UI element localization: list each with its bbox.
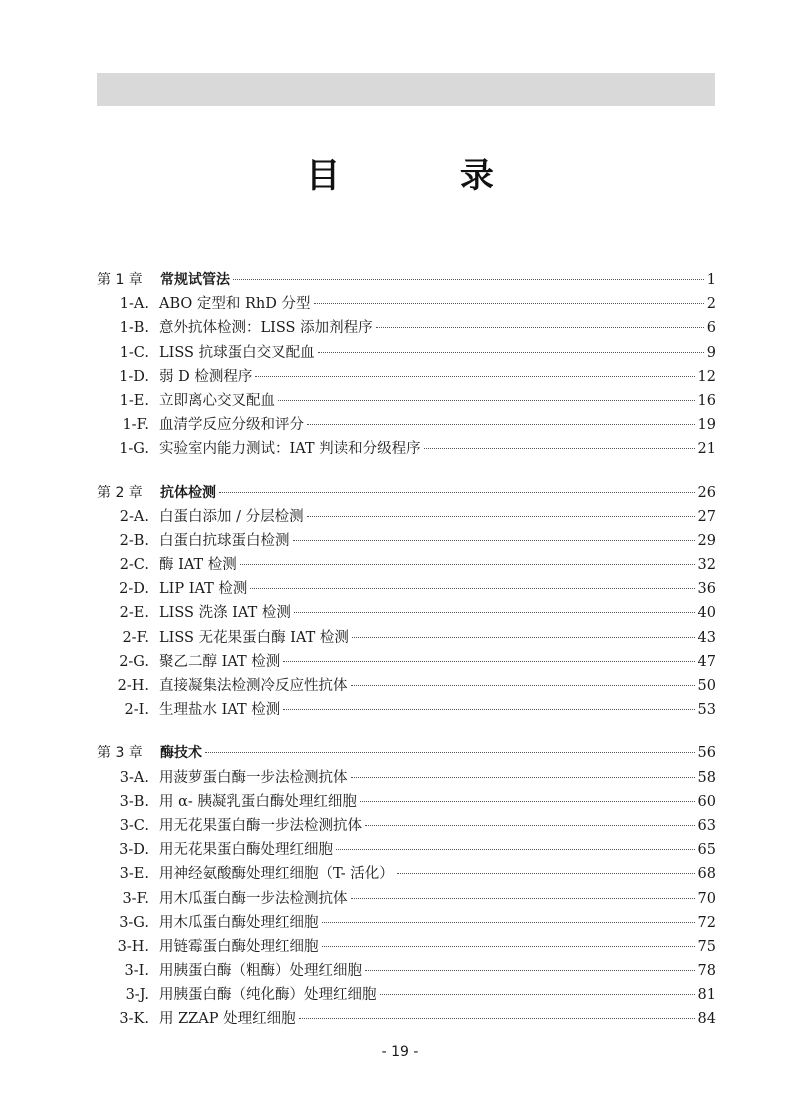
entry-number: 2-E. <box>119 605 149 622</box>
entry-number: 2-D. <box>119 581 149 598</box>
dot-leader <box>219 492 695 493</box>
entry-title: 酶 IAT 检测 <box>159 557 237 574</box>
toc-entry[interactable] <box>97 790 716 814</box>
dot-leader <box>314 303 704 304</box>
entry-title: LISS 洗涤 IAT 检测 <box>159 605 291 622</box>
dot-leader <box>336 849 695 850</box>
entry-title: 用菠萝蛋白酶一步法检测抗体 <box>159 769 348 786</box>
entry-title: 用胰蛋白酶（纯化酶）处理红细胞 <box>159 987 377 1004</box>
chapter-title: 常规试管法 <box>160 272 230 288</box>
toc-entry[interactable] <box>97 814 716 838</box>
toc-entry[interactable] <box>97 887 716 911</box>
dot-leader <box>365 970 695 971</box>
entry-number: 3-K. <box>119 1011 149 1028</box>
entry-title: 生理盐水 IAT 检测 <box>159 702 281 719</box>
page-number: 16 <box>697 392 716 409</box>
entry-number: 2-G. <box>119 653 149 670</box>
entry-title: 用木瓜蛋白酶一步法检测抗体 <box>159 890 348 907</box>
toc-entry[interactable] <box>97 698 716 722</box>
toc-entry[interactable] <box>97 389 716 413</box>
toc-entry[interactable] <box>97 601 716 625</box>
chapter-2 <box>97 481 716 723</box>
entry-number: 1-D. <box>119 368 149 385</box>
entry-number: 3-F. <box>122 890 149 907</box>
entry-title: 用 ZZAP 处理红细胞 <box>159 1011 296 1028</box>
entry-title: 血清学反应分级和评分 <box>159 417 304 434</box>
entry-title: 用木瓜蛋白酶处理红细胞 <box>159 914 319 931</box>
dot-leader <box>318 352 704 353</box>
entry-title: 聚乙二醇 IAT 检测 <box>159 653 281 670</box>
entry-number: 2-F. <box>122 629 149 646</box>
chapter-number: 第 3 章 <box>97 745 143 762</box>
toc-entry[interactable] <box>97 766 716 790</box>
dot-leader <box>376 327 704 328</box>
page-number: 1 <box>706 272 716 288</box>
toc-entry[interactable] <box>97 529 716 553</box>
page-number: 78 <box>697 963 716 980</box>
dot-leader <box>307 424 695 425</box>
entry-title: 白蛋白抗球蛋白检测 <box>159 532 290 549</box>
chapter-heading[interactable] <box>97 268 716 292</box>
entry-number: 1-A. <box>119 296 149 313</box>
page-number: 60 <box>697 793 716 810</box>
toc-entry[interactable] <box>97 577 716 601</box>
entry-title: LISS 无花果蛋白酶 IAT 检测 <box>159 629 349 646</box>
toc-entry[interactable] <box>97 316 716 340</box>
page-number: 21 <box>697 441 716 458</box>
page-number: 26 <box>697 484 716 501</box>
page-footer-number: - 19 - <box>381 1044 419 1060</box>
dot-leader <box>352 637 695 638</box>
chapter-heading[interactable] <box>97 481 716 505</box>
page-number: 27 <box>697 508 716 525</box>
dot-leader <box>322 922 695 923</box>
page-number: 68 <box>697 866 716 883</box>
entry-number: 1-B. <box>119 320 149 337</box>
page-number: 32 <box>697 557 716 574</box>
entry-number: 3-C. <box>119 817 149 834</box>
chapter-title: 酶技术 <box>160 745 202 762</box>
entry-title: 白蛋白添加 / 分层检测 <box>159 508 304 525</box>
dot-leader <box>351 685 695 686</box>
entry-title: 立即离心交叉配血 <box>159 392 275 409</box>
entry-number: 2-B. <box>119 532 149 549</box>
dot-leader <box>233 279 704 280</box>
dot-leader <box>365 825 695 826</box>
entry-number: 3-B. <box>119 793 149 810</box>
page-number: 84 <box>697 1011 716 1028</box>
dot-leader <box>360 801 695 802</box>
chapter-heading[interactable] <box>97 741 716 765</box>
toc-entry[interactable] <box>97 862 716 886</box>
toc-entry[interactable] <box>97 341 716 365</box>
entry-title: LISS 抗球蛋白交叉配血 <box>159 344 315 361</box>
chapter-number: 第 1 章 <box>97 272 143 288</box>
entry-number: 1-G. <box>119 441 149 458</box>
dot-leader <box>293 540 695 541</box>
dot-leader <box>380 994 695 995</box>
dot-leader <box>351 898 695 899</box>
page-number: 63 <box>697 817 716 834</box>
page-number: 36 <box>697 581 716 598</box>
toc-entry[interactable] <box>97 437 716 461</box>
entry-number: 3-D. <box>119 842 149 859</box>
entry-title: ABO 定型和 RhD 分型 <box>159 296 311 313</box>
page-number: 19 <box>697 417 716 434</box>
dot-leader <box>205 752 695 753</box>
toc-entry[interactable] <box>97 935 716 959</box>
toc-entry[interactable] <box>97 650 716 674</box>
entry-number: 3-A. <box>119 769 149 786</box>
entry-title: 用无花果蛋白酶处理红细胞 <box>159 842 333 859</box>
entry-title: 用神经氨酸酶处理红细胞（T- 活化） <box>159 866 394 883</box>
entry-title: 弱 D 检测程序 <box>159 368 253 385</box>
entry-number: 1-E. <box>119 392 149 409</box>
dot-leader <box>255 376 694 377</box>
page-number: 29 <box>697 532 716 549</box>
dot-leader <box>283 709 694 710</box>
dot-leader <box>351 777 695 778</box>
page-number: 75 <box>697 938 716 955</box>
page-number: 50 <box>697 678 716 694</box>
page-number: 6 <box>706 320 716 337</box>
chapter-number: 第 2 章 <box>97 484 143 501</box>
dot-leader <box>397 873 695 874</box>
dot-leader <box>424 448 695 449</box>
entry-number: 2-I. <box>124 702 149 719</box>
page-number: 9 <box>706 344 716 361</box>
page-number: 12 <box>697 368 716 385</box>
toc-entry[interactable] <box>97 413 716 437</box>
chapter-1 <box>97 268 716 462</box>
chapter-3 <box>97 741 716 1031</box>
entry-number: 2-A. <box>119 508 149 525</box>
page-number: 72 <box>697 914 716 931</box>
toc-entry[interactable] <box>97 1007 716 1031</box>
entry-title: 用 α- 胰凝乳蛋白酶处理红细胞 <box>159 793 357 810</box>
toc-entry[interactable] <box>97 959 716 983</box>
toc-entry[interactable] <box>97 838 716 862</box>
dot-leader <box>250 588 694 589</box>
page-number: 43 <box>697 629 716 646</box>
page-number: 65 <box>697 842 716 859</box>
toc-entry[interactable] <box>97 365 716 389</box>
entry-title: 实验室内能力测试：IAT 判读和分级程序 <box>159 441 421 458</box>
dot-leader <box>278 400 695 401</box>
entry-number: 1-F. <box>122 417 149 434</box>
entry-number: 3-H. <box>117 938 149 955</box>
chapter-title: 抗体检测 <box>160 484 216 501</box>
entry-title: 用链霉蛋白酶处理红细胞 <box>159 938 319 955</box>
toc-entry[interactable] <box>97 292 716 316</box>
toc-entry[interactable] <box>97 911 716 935</box>
page-title: 目 录 <box>306 156 548 196</box>
dot-leader <box>240 564 695 565</box>
page-number: 81 <box>697 987 716 1004</box>
entry-number: 3-J. <box>125 987 149 1004</box>
page-number: 40 <box>697 605 716 622</box>
toc-entry[interactable] <box>97 553 716 577</box>
table-of-contents <box>97 268 716 1051</box>
entry-title: 直接凝集法检测冷反应性抗体 <box>159 678 348 694</box>
dot-leader <box>322 946 695 947</box>
dot-leader <box>299 1018 695 1019</box>
page-number: 58 <box>697 769 716 786</box>
entry-title: 用无花果蛋白酶一步法检测抗体 <box>159 817 362 834</box>
toc-entry[interactable] <box>97 674 716 698</box>
toc-entry[interactable] <box>97 626 716 650</box>
entry-title: 用胰蛋白酶（粗酶）处理红细胞 <box>159 963 362 980</box>
dot-leader <box>307 516 695 517</box>
page-number: 70 <box>697 890 716 907</box>
entry-number: 3-E. <box>119 866 149 883</box>
entry-number: 3-G. <box>119 914 149 931</box>
toc-entry[interactable] <box>97 983 716 1007</box>
entry-title: 意外抗体检测：LISS 添加剂程序 <box>159 320 373 337</box>
entry-number: 3-I. <box>124 963 149 980</box>
page-number: 2 <box>706 296 716 313</box>
header-band <box>97 73 715 106</box>
page-number: 56 <box>697 745 716 762</box>
entry-number: 2-H. <box>117 678 149 694</box>
entry-number: 1-C. <box>119 344 149 361</box>
entry-title: LIP IAT 检测 <box>159 581 248 598</box>
dot-leader <box>283 661 694 662</box>
entry-number: 2-C. <box>119 557 149 574</box>
page-number: 53 <box>697 702 716 719</box>
page-number: 47 <box>697 653 716 670</box>
toc-entry[interactable] <box>97 505 716 529</box>
dot-leader <box>294 612 695 613</box>
